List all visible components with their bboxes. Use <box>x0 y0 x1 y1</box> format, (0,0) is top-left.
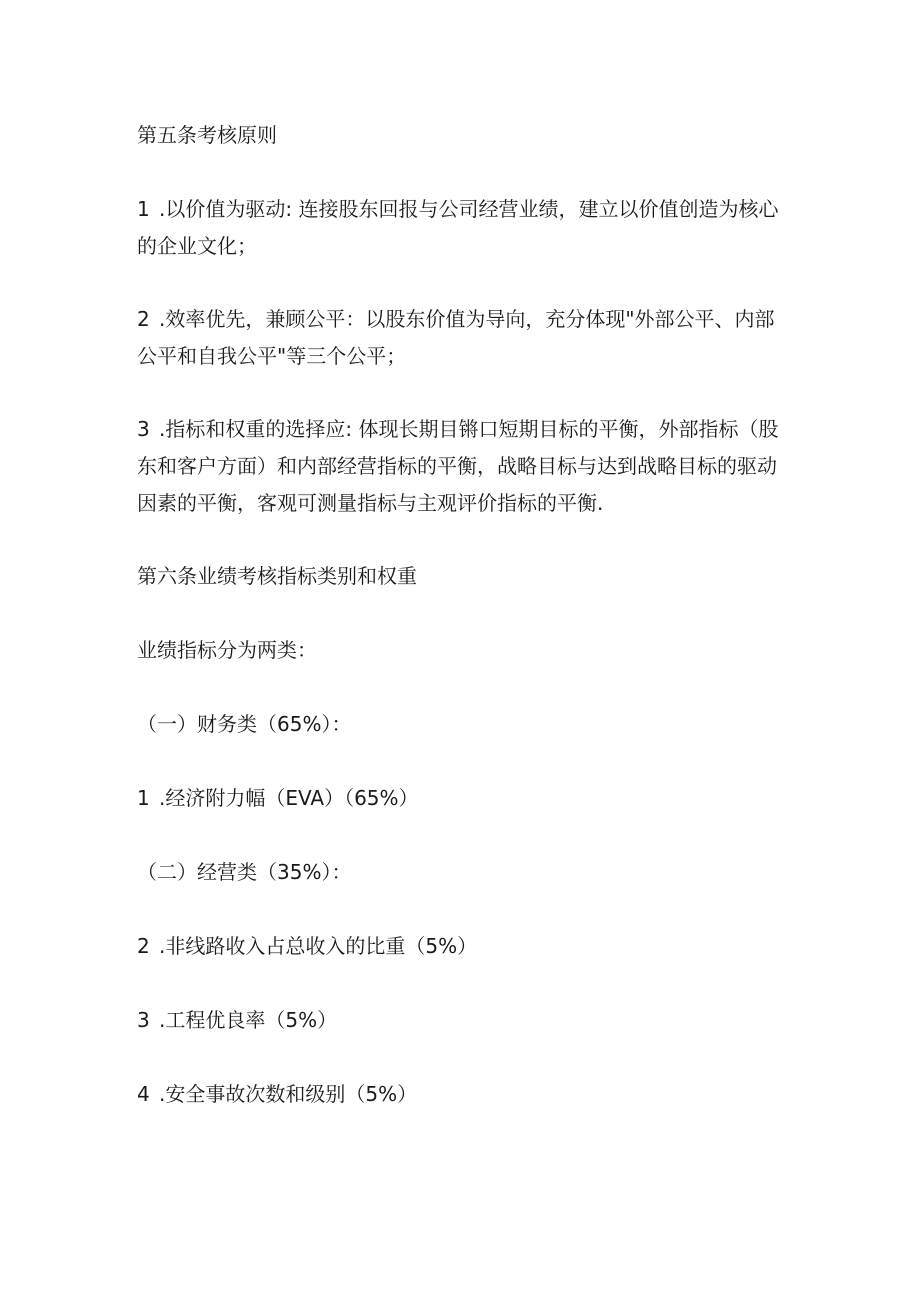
principle-2-number: 2 <box>137 307 150 331</box>
item-safety-incidents <box>137 1076 792 1113</box>
item-eva-text: .经济附力幅（EVA）（65%） <box>159 786 419 810</box>
principle-3 <box>137 411 792 522</box>
principle-3-text: .指标和权重的选择应: 体现长期目锵口短期目标的平衡，外部指标（股东和客户方面）和内部经营指标的平衡，战略目标与达到战略目标的驱动因素的平衡，客观可测量指标与主观评价指标的平衡. <box>137 417 779 515</box>
article-5-heading: 第五条考核原则 <box>137 123 277 147</box>
item-safety-incidents-number: 4 <box>137 1082 150 1106</box>
item-non-line-revenue-number: 2 <box>137 934 150 958</box>
category-financial: （一）财务类（65%）： <box>137 712 352 736</box>
principle-1-text: .以价值为驱动: 连接股东回报与公司经营业绩，建立以价值创造为核心的企业文化； <box>137 197 779 258</box>
principle-2 <box>137 301 792 375</box>
article-6-heading: 第六条业绩考核指标类别和权重 <box>137 564 417 588</box>
item-non-line-revenue <box>137 928 792 965</box>
item-engineering-quality-text: .工程优良率（5%） <box>159 1008 338 1032</box>
principle-1 <box>137 191 792 265</box>
item-eva <box>137 780 792 817</box>
document-body <box>137 117 792 1150</box>
indicator-intro: 业绩指标分为两类： <box>137 638 317 662</box>
principle-3-number: 3 <box>137 417 150 441</box>
principle-2-text: .效率优先，兼顾公平：以股东价值为导向，充分体现"外部公平、内部公平和自我公平"等三个公平； <box>137 307 775 368</box>
principle-1-number: 1 <box>137 197 150 221</box>
item-engineering-quality-number: 3 <box>137 1008 150 1032</box>
item-non-line-revenue-text: .非线路收入占总收入的比重（5%） <box>159 934 478 958</box>
item-engineering-quality <box>137 1002 792 1039</box>
item-safety-incidents-text: .安全事故次数和级别（5%） <box>159 1082 418 1106</box>
category-operational: （二）经营类（35%）： <box>137 860 352 884</box>
item-eva-number: 1 <box>137 786 150 810</box>
